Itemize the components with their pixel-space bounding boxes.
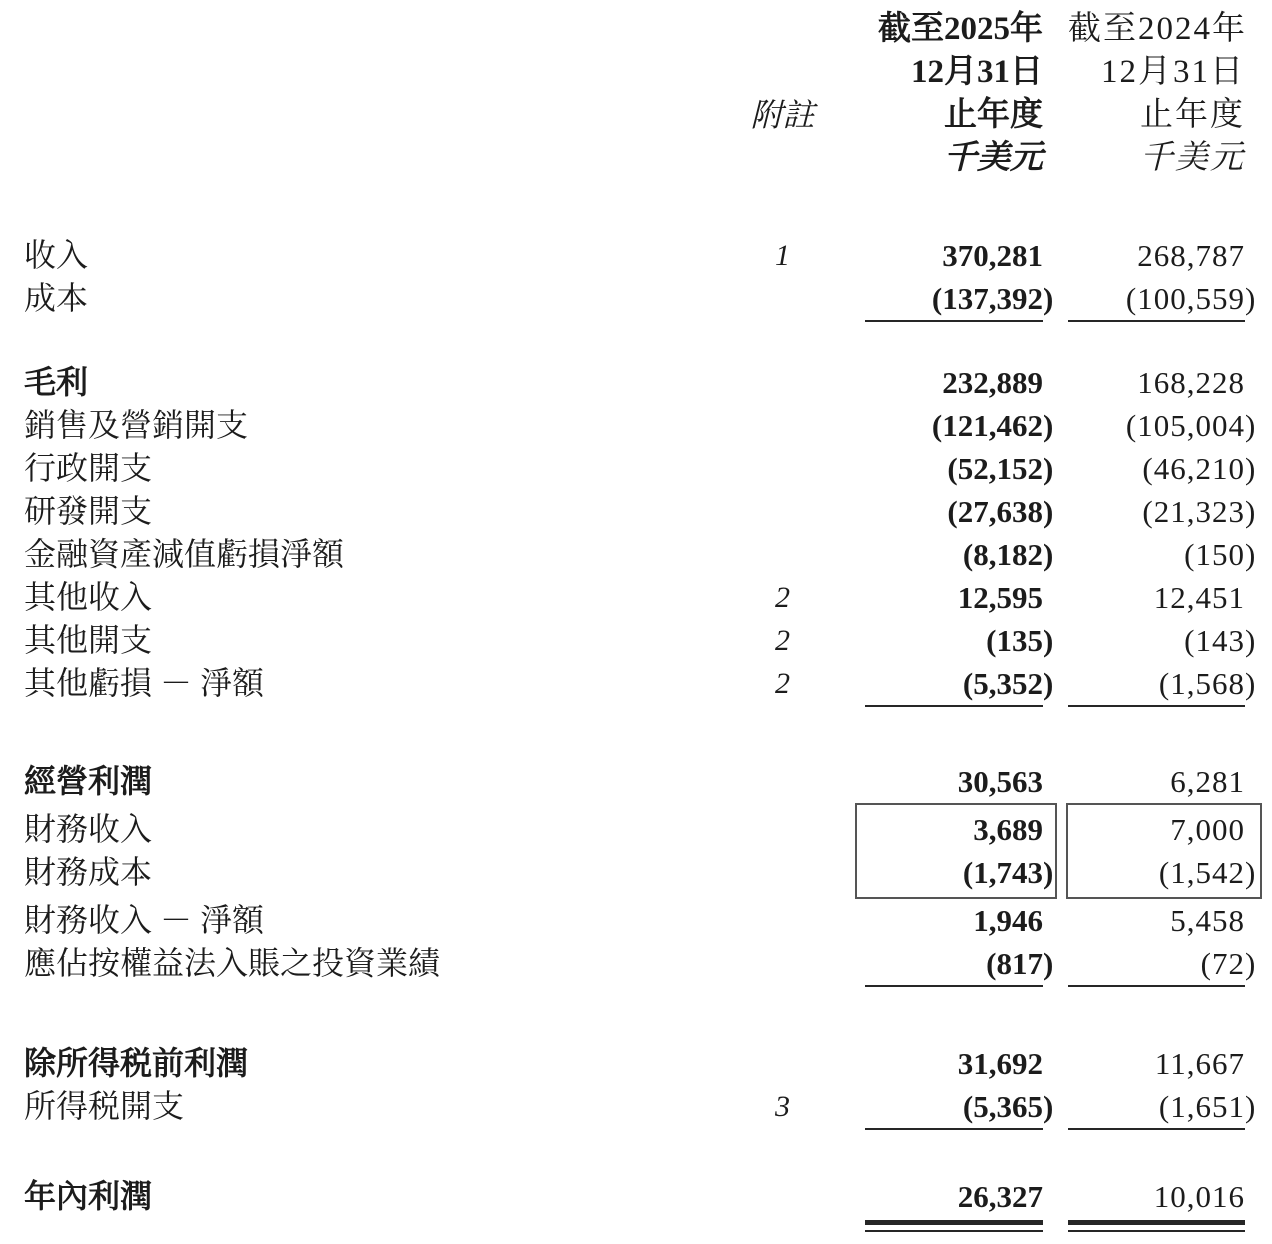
total-double-rule [24,1218,1245,1234]
note-ref: 2 [775,667,790,700]
amount-2024: (21,323) [1142,494,1257,529]
row-label: 財務成本 [24,854,153,890]
row-label: 行政開支 [24,450,153,486]
row-label: 應佔按權益法入賬之投資業績 [24,945,441,981]
amount-2024: 12,451 [1153,580,1245,615]
row-label: 金融資產減值虧損淨額 [24,536,345,572]
currency-units: 千美元 [944,140,1043,176]
row-label: 所得税開支 [24,1088,185,1124]
period-line: 止年度 [944,97,1043,133]
column-header-2024 [1068,8,1245,180]
amount-2025: 1,946 [973,903,1043,938]
amount-2024: 268,787 [1137,238,1245,273]
spacer [24,320,1245,361]
amount-2024: (143) [1184,623,1257,658]
amount-2024: (100,559) [1068,277,1245,322]
amount-2025: (121,462) [931,408,1054,443]
row-label: 財務收入 [24,811,153,847]
amount-2025: 232,889 [942,365,1043,400]
amount-2024: (1,568) [1068,662,1245,707]
amount-2025: (52,152) [947,451,1054,486]
note-ref: 2 [775,581,790,614]
table-row-operating-profit [24,760,1245,803]
table-row-other-expenses [24,619,1257,662]
finance-items-group [24,803,1257,899]
amount-2025: (5,352) [865,662,1043,707]
row-label: 收入 [24,237,89,273]
table-header [24,8,1245,180]
amount-2025: (817) [865,942,1043,987]
table-row-income-tax-expense [24,1085,1257,1128]
spacer [24,1128,1245,1175]
amount-2025: (5,365) [865,1085,1043,1130]
amount-2025: (135) [986,623,1054,658]
currency-units: 千美元 [1140,140,1245,176]
table-row-revenue [24,234,1245,277]
table-row-profit-before-tax [24,1042,1245,1085]
row-label: 研發開支 [24,493,153,529]
row-label: 其他開支 [24,622,153,658]
table-row-administrative-expenses [24,447,1257,490]
table-row-finance-income-net [24,899,1245,942]
spacer [24,180,1245,234]
highlight-box-2024 [1066,803,1262,899]
table-row-rd-expenses [24,490,1257,533]
column-header-2025 [865,8,1043,180]
amount-2024: 11,667 [1154,1046,1245,1081]
amount-2024: (150) [1184,537,1257,572]
note-ref: 1 [775,239,790,272]
table-row-selling-marketing-expenses [24,404,1257,447]
amount-2025: 370,281 [942,238,1043,273]
amount-2024: 5,458 [1170,903,1245,938]
row-label: 年內利潤 [24,1178,153,1214]
spacer [24,705,1245,760]
amount-2025: 12,595 [957,580,1043,615]
double-rule-2024 [1068,1220,1245,1232]
amount-2025: 26,327 [957,1179,1043,1214]
amount-2025: (8,182) [962,537,1054,572]
amount-2025: (1,743) [962,855,1054,890]
table-row-gross-profit [24,361,1245,404]
row-label: 經營利潤 [24,763,153,799]
highlight-box-2025 [855,803,1057,899]
amount-2024: (1,651) [1068,1085,1245,1130]
period-line: 12月31日 [1101,54,1245,90]
note-ref: 2 [775,624,790,657]
table-row-profit-for-year [24,1175,1245,1218]
spacer [24,985,1245,1042]
table-row-cost [24,277,1257,320]
table-row-impairment-losses [24,533,1257,576]
amount-2025: (137,392) [865,277,1043,322]
table-row-other-losses-net [24,662,1257,705]
amount-2024: 7,000 [1170,812,1245,847]
double-rule-2025 [865,1220,1043,1232]
amount-2024: 168,228 [1137,365,1245,400]
row-label: 毛利 [24,364,89,400]
amount-2024: (1,542) [1158,855,1257,890]
amount-2024: (46,210) [1142,451,1257,486]
amount-2024: (72) [1068,942,1245,987]
row-label: 銷售及營銷開支 [24,407,249,443]
period-line: 止年度 [1140,97,1245,133]
amount-2024: (105,004) [1125,408,1257,443]
note-ref: 3 [775,1090,790,1123]
amount-2025: 3,689 [973,812,1043,847]
table-row-share-of-results [24,942,1257,985]
period-line: 12月31日 [911,54,1043,90]
note-column-header: 附註 [750,97,815,133]
period-line: 截至2024年 [1068,11,1247,47]
table-row-finance-income [24,808,1245,851]
row-label: 其他虧損 － 淨額 [24,665,265,701]
row-label: 其他收入 [24,579,153,615]
amount-2024: 6,281 [1170,764,1245,799]
row-label: 成本 [24,280,89,316]
amount-2025: 30,563 [957,764,1043,799]
amount-2025: (27,638) [947,494,1054,529]
row-label: 財務收入 － 淨額 [24,902,265,938]
table-row-other-income [24,576,1245,619]
table-row-finance-costs [24,851,1257,894]
amount-2024: 10,016 [1153,1179,1245,1214]
amount-2025: 31,692 [957,1046,1043,1081]
period-line: 截至2025年 [878,11,1043,47]
row-label: 除所得税前利潤 [24,1045,249,1081]
